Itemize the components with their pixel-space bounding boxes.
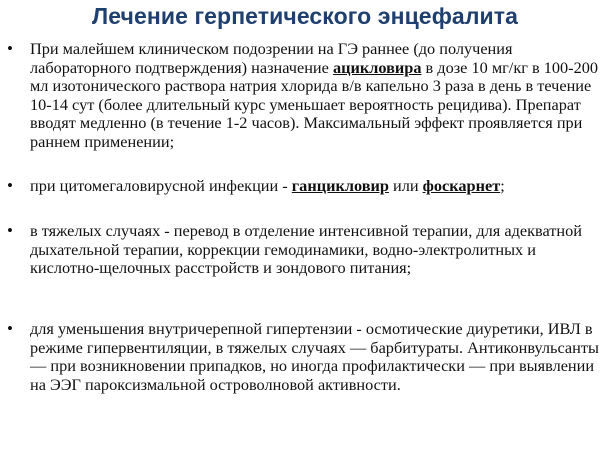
list-item-text: для уменьшения внутричерепной гипертензии - осмотические диуретики, ИВЛ в режиме гипервентиляции, в тяжелых случаях — барбитураты. Антиконвульсанты — при возникновении припадков, но иногда профилактически — при выявлении на ЭЭГ пароксизмальной островолновой активности.	[30, 319, 599, 394]
text-run: в дозе 10 мг/кг в 100-200 мл изотонического раствора натрия хлорида в/в капельно 3 раза в день в течение 10-14 сут (более длительный курс уменьшает вероятность рецидива). Препарат вводят медленно (в течение 1-2 часов). Максимальный эффект проявляется при раннем применении;	[30, 57, 599, 151]
text-run: При малейшем клиническом подозрении на ГЭ раннее (до получения лабораторного подтверждения) назначение	[30, 39, 513, 77]
slide-title: Лечение герпетического энцефалита	[91, 3, 519, 29]
text-run: при цитомегаловирусной инфекции -	[30, 176, 292, 195]
drug-name-ganciclovir: ганцикловир	[291, 176, 389, 195]
bullet-dot-icon: •	[7, 176, 13, 195]
bullet-dot-icon: •	[7, 221, 13, 240]
list-item-text	[30, 40, 608, 152]
drug-name-foscarnet: фоскарнет	[422, 176, 501, 195]
list-item-text: в тяжелых случаях - перевод в отделение интенсивной терапии, для адекватной дыхательной терапии, коррекции гемодинамики, водно-электролитных и кислотно-щелочных расстройств и зондового питания;	[30, 221, 582, 278]
text-run: или	[388, 176, 423, 195]
bullet-dot-icon: •	[7, 39, 13, 58]
drug-name-acyclovir: ацикловира	[332, 57, 422, 77]
bullet-dot-icon: •	[7, 319, 13, 338]
list-item-text	[30, 177, 608, 196]
text-run: ;	[500, 176, 505, 195]
